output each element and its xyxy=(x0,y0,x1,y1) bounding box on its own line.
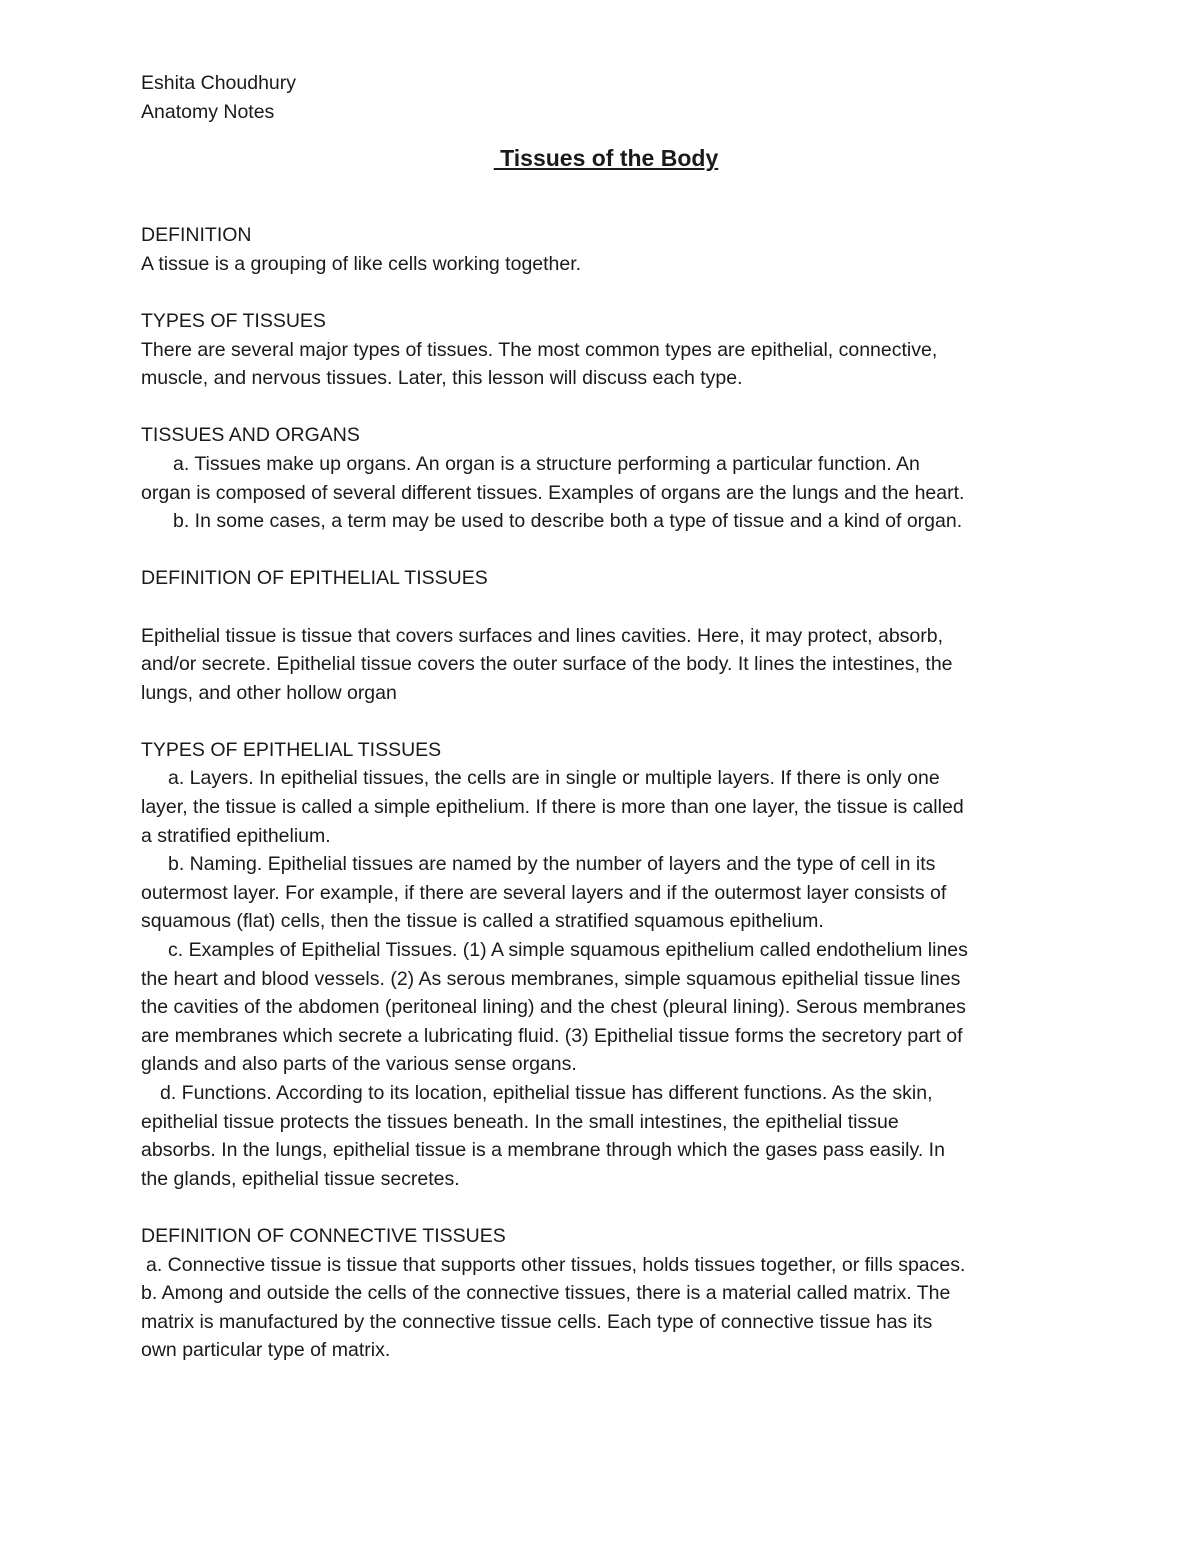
section-heading-definition: DEFINITION xyxy=(141,224,252,247)
def-epithelial-line: Epithelial tissue is tissue that covers surfaces and lines cavities. Here, it may protect, absorb, xyxy=(141,624,944,647)
section-heading-def-epithelial: DEFINITION OF EPITHELIAL TISSUES xyxy=(141,567,488,590)
course-name: Anatomy Notes xyxy=(141,100,275,123)
types-epithelial-line: the heart and blood vessels. (2) As serous membranes, simple squamous epithelial tissue lines xyxy=(141,967,961,990)
types-of-tissues-line: There are several major types of tissues. The most common types are epithelial, connective, xyxy=(141,338,938,361)
section-heading-types-epithelial: TYPES OF EPITHELIAL TISSUES xyxy=(141,738,442,761)
types-epithelial-line: a stratified epithelium. xyxy=(141,824,331,847)
types-epithelial-line: layer, the tissue is called a simple epithelium. If there is more than one layer, the tissue is called xyxy=(141,796,964,819)
types-epithelial-line: are membranes which secrete a lubricating fluid. (3) Epithelial tissue forms the secretory part of xyxy=(141,1024,963,1047)
definition-line: A tissue is a grouping of like cells working together. xyxy=(141,252,582,275)
types-of-tissues-line: muscle, and nervous tissues. Later, this lesson will discuss each type. xyxy=(141,367,743,390)
def-connective-line: own particular type of matrix. xyxy=(141,1339,391,1362)
def-epithelial-line: lungs, and other hollow organ xyxy=(141,681,397,704)
section-heading-tissues-and-organs: TISSUES AND ORGANS xyxy=(141,424,360,447)
types-epithelial-line: the cavities of the abdomen (peritoneal lining) and the chest (pleural lining). Serous membranes xyxy=(141,996,966,1019)
types-epithelial-item-d: d. Functions. According to its location, epithelial tissue has different functions. As the skin, xyxy=(160,1082,933,1104)
def-epithelial-line: and/or secrete. Epithelial tissue covers the outer surface of the body. It lines the intestines, the xyxy=(141,653,953,676)
document-page xyxy=(141,69,1071,1365)
types-epithelial-line: outermost layer. For example, if there are several layers and if the outermost layer consists of xyxy=(141,881,947,904)
author-name: Eshita Choudhury xyxy=(141,72,297,94)
def-connective-item-a: a. Connective tissue is tissue that supports other tissues, holds tissues together, or fills spaces. xyxy=(146,1253,966,1276)
def-connective-line: matrix is manufactured by the connective tissue cells. Each type of connective tissue has its xyxy=(141,1310,933,1333)
section-heading-types-of-tissues: TYPES OF TISSUES xyxy=(141,309,326,332)
types-epithelial-line: squamous (flat) cells, then the tissue is called a stratified squamous epithelium. xyxy=(141,910,824,933)
types-epithelial-item-a: a. Layers. In epithelial tissues, the cells are in single or multiple layers. If there is only one xyxy=(168,767,940,790)
types-epithelial-line: absorbs. In the lungs, epithelial tissue is a membrane through which the gases pass easily. In xyxy=(141,1139,945,1162)
types-epithelial-item-c: c. Examples of Epithelial Tissues. (1) A simple squamous epithelium called endothelium lines xyxy=(168,939,968,962)
section-heading-def-connective: DEFINITION OF CONNECTIVE TISSUES xyxy=(141,1224,506,1247)
types-epithelial-line: the glands, epithelial tissue secretes. xyxy=(141,1167,460,1190)
types-epithelial-line: glands and also parts of the various sense organs. xyxy=(141,1053,577,1076)
def-connective-item-b: b. Among and outside the cells of the connective tissues, there is a material called matrix. The xyxy=(141,1282,951,1305)
document-title: Tissues of the Body xyxy=(493,145,719,172)
tissues-organs-item-b: b. In some cases, a term may be used to describe both a type of tissue and a kind of organ. xyxy=(173,510,963,533)
tissues-organs-item-a: a. Tissues make up organs. An organ is a structure performing a particular function. An xyxy=(173,452,920,475)
types-epithelial-line: epithelial tissue protects the tissues beneath. In the small intestines, the epithelial tissue xyxy=(141,1110,899,1133)
types-epithelial-item-b: b. Naming. Epithelial tissues are named by the number of layers and the type of cell in its xyxy=(168,853,936,876)
tissues-organs-line: organ is composed of several different tissues. Examples of organs are the lungs and the heart. xyxy=(141,481,965,504)
